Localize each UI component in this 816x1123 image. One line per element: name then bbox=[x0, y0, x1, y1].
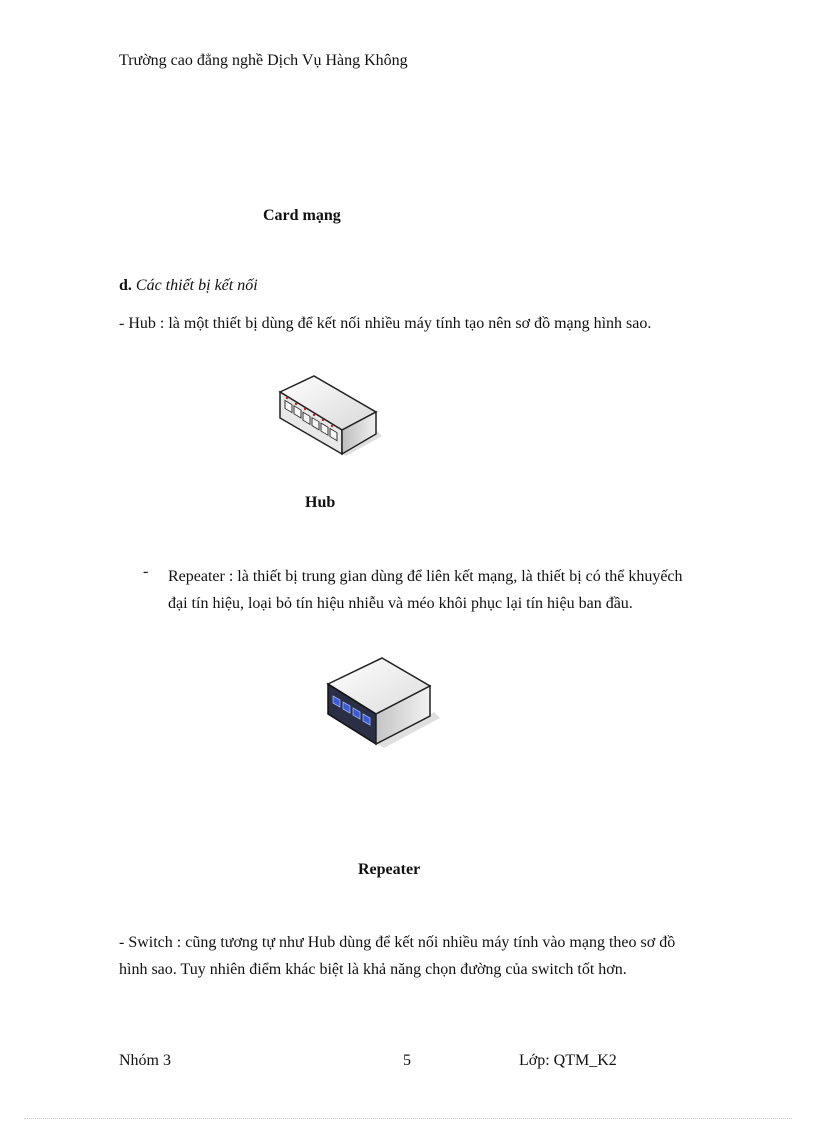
footer-page-number: 5 bbox=[403, 1052, 411, 1069]
section-heading bbox=[119, 277, 258, 295]
hub-paragraph: - Hub : là một thiết bị dùng để kết nối nhiều máy tính tạo nên sơ đồ mạng hình sao. bbox=[119, 315, 652, 332]
section-label: d. bbox=[119, 277, 132, 294]
caption-repeater: Repeater bbox=[358, 861, 421, 878]
page-header: Trường cao đẳng nghề Dịch Vụ Hàng Không bbox=[119, 52, 408, 69]
page-bottom-divider bbox=[24, 1118, 792, 1119]
repeater-device-icon bbox=[324, 656, 444, 752]
section-title: Các thiết bị kết nối bbox=[135, 277, 258, 294]
footer-group: Nhóm 3 bbox=[119, 1052, 171, 1069]
hub-device-icon bbox=[276, 372, 388, 462]
footer-class: Lớp: QTM_K2 bbox=[519, 1052, 617, 1069]
switch-paragraph: - Switch : cũng tương tự như Hub dùng để kết nối nhiều máy tính vào mạng theo sơ đồ hình sao. Tuy nhiên điểm khác biệt là khả năng chọn đường của switch tốt hơn. bbox=[119, 934, 676, 978]
repeater-paragraph: Repeater : là thiết bị trung gian dùng để liên kết mạng, là thiết bị có thể khuyếch đại tín hiệu, loại bỏ tín hiệu nhiễu và méo khôi phục lại tín hiệu ban đầu. bbox=[168, 568, 683, 612]
caption-hub: Hub bbox=[305, 494, 336, 511]
repeater-bullet: - bbox=[143, 563, 149, 580]
caption-card-mang: Card mạng bbox=[263, 207, 341, 224]
